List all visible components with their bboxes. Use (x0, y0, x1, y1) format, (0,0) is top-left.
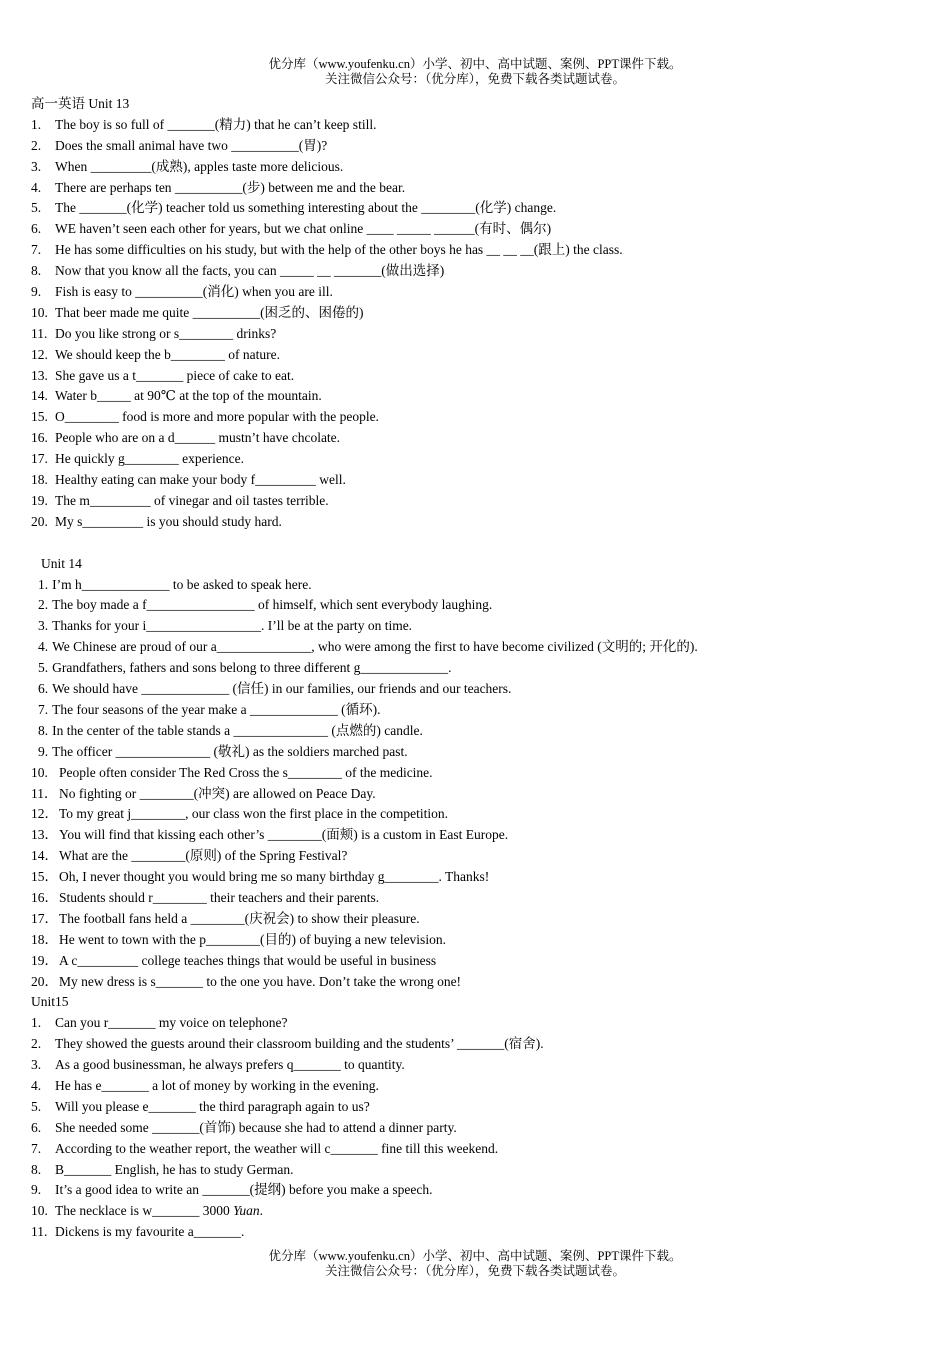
unit13-question (31, 407, 911, 428)
question-number: 10. (31, 304, 48, 320)
question-text: A c_________ college teaches things that would be useful in business (59, 952, 437, 968)
unit14-question (31, 909, 911, 930)
question-text: He went to town with the p________(目的) of buying a new television. (59, 931, 446, 947)
question-text: People often consider The Red Cross the s________ of the medicine. (59, 764, 433, 780)
question-number: 3. (31, 158, 42, 174)
page-footer (0, 1249, 950, 1279)
unit13-question (31, 386, 911, 407)
question-number: 20． (31, 973, 58, 989)
unit14-question (31, 804, 911, 825)
question-number: 17. (31, 451, 48, 467)
unit15-question (31, 1055, 911, 1076)
question-text: The boy made a f________________ of himself, which sent everybody laughing. (52, 597, 493, 613)
question-number: 14． (31, 848, 58, 864)
question-text: The four seasons of the year make a _____________ (循环). (52, 701, 381, 717)
unit15-question (31, 1034, 911, 1055)
question-number: 14. (31, 388, 48, 404)
question-text: Thanks for your i_________________. I’ll be at the party on time. (52, 618, 413, 634)
question-number: 6. (31, 1119, 42, 1135)
question-number: 11． (31, 785, 58, 801)
question-text: There are perhaps ten __________(步) between me and the bear. (55, 179, 406, 195)
unit14-question (31, 616, 911, 637)
unit15-question (31, 1222, 911, 1243)
unit13-question (31, 512, 911, 533)
unit15-question (31, 1076, 911, 1097)
question-number: 1. (38, 576, 49, 592)
question-number: 11. (31, 1224, 48, 1240)
question-number: 4. (38, 639, 49, 655)
unit13-question (31, 198, 911, 219)
footer-line-1: 优分库（www.youfenku.cn）小学、初中、高中试题、案例、PPT课件下载。 (268, 1249, 682, 1263)
question-text: According to the weather report, the weather will c_______ fine till this weekend. (55, 1140, 499, 1156)
question-number: 3. (38, 618, 49, 634)
question-number: 15． (31, 869, 58, 885)
question-text: The _______(化学) teacher told us something interesting about the ________(化学) change. (55, 200, 557, 216)
unit13-question (31, 157, 911, 178)
unit13-question (31, 491, 911, 512)
question-text: We should keep the b________ of nature. (55, 346, 280, 362)
unit14-question (31, 700, 911, 721)
question-number: 13. (31, 367, 48, 383)
question-number: 18． (31, 931, 58, 947)
question-text: The football fans held a ________(庆祝会) to show their pleasure. (59, 910, 420, 926)
question-number: 1. (31, 1015, 42, 1031)
question-text: We should have _____________ (信任) in our families, our friends and our teachers. (52, 681, 512, 697)
unit15-title: Unit15 (31, 994, 69, 1010)
question-number: 19． (31, 952, 58, 968)
question-text: WE haven’t seen each other for years, but we chat online ____ _____ ______(有时、偶尔) (55, 221, 552, 237)
question-text: When _________(成熟), apples taste more delicious. (55, 158, 344, 174)
unit14-list (31, 575, 911, 993)
header-line-2: 关注微信公众号：（优分库），免费下载各类试题试卷。 (324, 72, 625, 86)
question-text: I’m h_____________ to be asked to speak here. (52, 576, 312, 592)
unit14-question (31, 846, 911, 867)
question-text: Oh, I never thought you would bring me so many birthday g________. Thanks! (59, 869, 490, 885)
unit13-question (31, 470, 911, 491)
unit13-question (31, 136, 911, 157)
question-text: You will find that kissing each other’s ________(面颊) is a custom in East Europe. (59, 827, 509, 843)
unit13-question (31, 345, 911, 366)
question-text: In the center of the table stands a ______________ (点燃的) candle. (52, 722, 423, 738)
question-number: 5. (38, 660, 49, 676)
unit14-question (31, 951, 911, 972)
question-number: 17． (31, 910, 58, 926)
unit14-question (31, 637, 911, 658)
question-number: 2. (31, 1036, 42, 1052)
unit13-question (31, 428, 911, 449)
unit13-title: 高一英语 Unit 13 (31, 96, 130, 111)
question-text: Healthy eating can make your body f_________ well. (55, 472, 346, 488)
question-text: Grandfathers, fathers and sons belong to three different g_____________. (52, 660, 452, 676)
header-line-1: 优分库（www.youfenku.cn）小学、初中、高中试题、案例、PPT课件下载。 (268, 57, 682, 71)
question-number: 19. (31, 492, 48, 508)
question-number: 13． (31, 827, 58, 843)
unit14-question (31, 742, 911, 763)
question-number: 9. (38, 743, 49, 759)
section-spacer (31, 533, 911, 554)
question-text: Students should r________ their teachers and their parents. (59, 889, 380, 905)
question-text: To my great j________, our class won the first place in the competition. (59, 806, 448, 822)
question-text: No fighting or ________(冲突) are allowed on Peace Day. (59, 785, 376, 801)
question-text: Does the small animal have two __________(胃)? (55, 137, 328, 153)
question-number: 10. (31, 764, 48, 780)
unit15-question (31, 1160, 911, 1181)
question-text: She gave us a t_______ piece of cake to eat. (55, 367, 295, 383)
unit13-question (31, 366, 911, 387)
question-number: 15. (31, 409, 48, 425)
question-text: He has some difficulties on his study, but with the help of the other boys he has __ __ __(跟上) the class. (55, 242, 623, 258)
question-number: 1. (31, 116, 42, 132)
unit15-question (31, 1013, 911, 1034)
question-number: 5. (31, 1098, 42, 1114)
unit14-question (31, 658, 911, 679)
question-text: It’s a good idea to write an _______(提纲) before you make a speech. (55, 1182, 433, 1198)
question-number: 2. (31, 137, 42, 153)
unit13-question (31, 219, 911, 240)
unit15-list (31, 1013, 911, 1243)
unit14-question (31, 575, 911, 596)
question-text: She needed some _______(首饰) because she had to attend a dinner party. (55, 1119, 457, 1135)
question-number: 6. (31, 221, 42, 237)
question-text: We Chinese are proud of our a______________, who were among the first to have become civilized (文明的; 开化的). (52, 639, 698, 655)
question-number: 5. (31, 200, 42, 216)
question-number: 8. (31, 263, 42, 279)
question-number: 12． (31, 806, 58, 822)
unit14-question (31, 679, 911, 700)
page-header (0, 57, 950, 87)
question-text: The boy is so full of _______(精力) that he can’t keep still. (55, 116, 377, 132)
unit14-question (31, 972, 911, 993)
question-number: 11. (31, 325, 48, 341)
unit13-question (31, 303, 911, 324)
unit15-question (31, 1097, 911, 1118)
question-number: 8. (38, 722, 49, 738)
worksheet-body (31, 94, 911, 1243)
question-number: 3. (31, 1057, 42, 1073)
currency-word: Yuan (233, 1203, 260, 1219)
unit14-question (31, 825, 911, 846)
question-number: 7. (38, 701, 49, 717)
unit13-list (31, 115, 911, 533)
unit13-question (31, 115, 911, 136)
question-text: Water b_____ at 90℃ at the top of the mountain. (55, 388, 322, 404)
question-text: What are the ________(原则) of the Spring Festival? (59, 848, 348, 864)
question-number: 7. (31, 242, 42, 258)
question-text: He has e_______ a lot of money by working in the evening. (55, 1077, 379, 1093)
question-text: That beer made me quite __________(困乏的、困倦的) (55, 304, 364, 320)
unit14-question (31, 867, 911, 888)
question-number: 6. (38, 681, 49, 697)
question-text: People who are on a d______ mustn’t have chcolate. (55, 430, 341, 446)
unit15-question (31, 1180, 911, 1201)
question-number: 4. (31, 1077, 42, 1093)
unit14-title: Unit 14 (41, 555, 82, 571)
unit14-question (31, 595, 911, 616)
unit13-question (31, 240, 911, 261)
question-number: 9. (31, 1182, 42, 1198)
question-text: Now that you know all the facts, you can _____ __ _______(做出选择) (55, 263, 445, 279)
question-text: B_______ English, he has to study German. (55, 1161, 294, 1177)
footer-line-2: 关注微信公众号：（优分库），免费下载各类试题试卷。 (324, 1264, 625, 1278)
question-text: He quickly g________ experience. (55, 451, 244, 467)
question-text: The officer ______________ (敬礼) as the soldiers marched past. (52, 743, 408, 759)
unit14-question (31, 721, 911, 742)
question-text: Will you please e_______ the third paragraph again to us? (55, 1098, 370, 1114)
unit13-question (31, 282, 911, 303)
question-text: My s_________ is you should study hard. (55, 513, 282, 529)
question-number: 20. (31, 513, 48, 529)
question-text: Can you r_______ my voice on telephone? (55, 1015, 288, 1031)
question-text: The m_________ of vinegar and oil tastes terrible. (55, 492, 329, 508)
question-text: The necklace is w_______ 3000 Yuan. (55, 1203, 263, 1219)
unit14-question (31, 930, 911, 951)
unit13-question (31, 261, 911, 282)
question-number: 16. (31, 430, 48, 446)
question-number: 16． (31, 889, 58, 905)
question-text: They showed the guests around their classroom building and the students’ _______(宿舍). (55, 1036, 544, 1052)
question-text: Dickens is my favourite a_______. (55, 1224, 245, 1240)
question-text: O________ food is more and more popular with the people. (55, 409, 379, 425)
question-text: Do you like strong or s________ drinks? (55, 325, 277, 341)
question-number: 18. (31, 472, 48, 488)
unit15-question (31, 1118, 911, 1139)
question-number: 4. (31, 179, 42, 195)
question-number: 7. (31, 1140, 42, 1156)
question-number: 2. (38, 597, 49, 613)
unit13-question (31, 324, 911, 345)
question-text: My new dress is s_______ to the one you have. Don’t take the wrong one! (59, 973, 462, 989)
unit14-question (31, 763, 911, 784)
unit15-question (31, 1139, 911, 1160)
unit13-question (31, 178, 911, 199)
question-text: Fish is easy to __________(消化) when you are ill. (55, 284, 333, 300)
unit15-question (31, 1201, 911, 1222)
question-number: 9. (31, 284, 42, 300)
question-number: 10. (31, 1203, 48, 1219)
question-number: 8. (31, 1161, 42, 1177)
question-text: As a good businessman, he always prefers q_______ to quantity. (55, 1057, 405, 1073)
unit13-question (31, 449, 911, 470)
question-number: 12. (31, 346, 48, 362)
unit14-question (31, 888, 911, 909)
unit14-question (31, 784, 911, 805)
